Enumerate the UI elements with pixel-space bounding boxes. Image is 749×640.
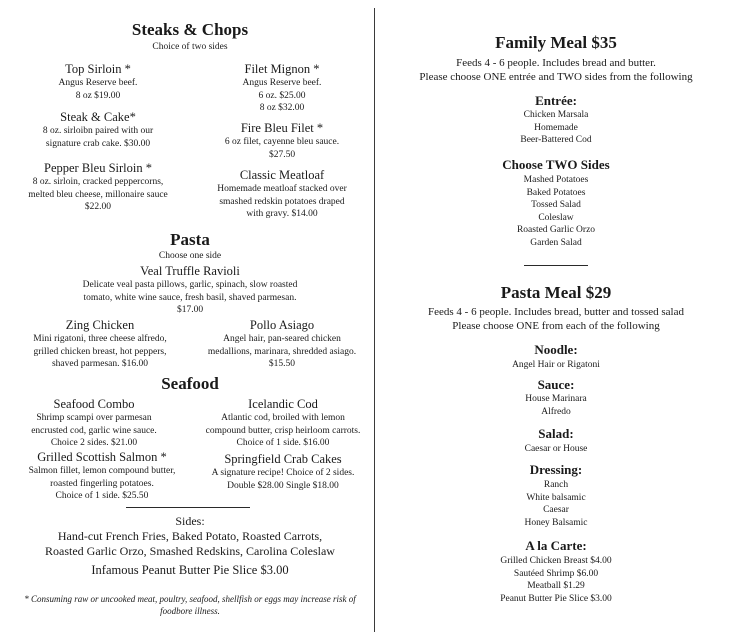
item-desc: 8 oz. sirloibn paired with our [42,126,154,136]
menu-item-steak-cake [43,110,153,150]
family-meal-intro [419,56,692,84]
family-sides-list [517,174,595,249]
item-price: Choice of 1 side. $16.00 [236,438,330,448]
item-desc: compound butter, crisp heirloom carrots. [205,425,361,436]
item-desc: with gravy. $14.00 [246,209,318,219]
sides-line: Roasted Garlic Orzo, Smashed Redskins, Carolina Coleslaw [45,544,335,558]
item-name: Veal Truffle Ravioli [140,264,240,278]
list-item: Alfredo [541,406,571,417]
item-name: Pepper Bleu Sirloin * [44,161,152,175]
item-name: Grilled Scottish Salmon * [37,450,167,464]
list-item: Beer-Battered Cod [520,135,592,145]
list-item: White balsamic [526,492,586,503]
noodle-list [512,359,600,372]
item-name: Zing Chicken [65,318,135,332]
list-item: Peanut Butter Pie Slice $3.00 [500,593,612,604]
list-item: Honey Balsamic [524,517,588,528]
list-item: Garden Salad [530,237,582,248]
item-price: 6 oz. $25.00 [258,90,306,101]
item-desc: 8 oz. sirloin, cracked peppercorns, [32,177,164,187]
family-meal-heading: Family Meal $35 [495,33,617,52]
list-item: Coleslaw [538,212,574,223]
disclaimer-line: * Consuming raw or uncooked meat, poultry, seafood, shellfish or eggs may increase risk of [24,594,356,604]
steaks-heading: Steaks & Chops [131,20,249,39]
item-desc: A signature recipe! Choice of 2 sides. [211,468,355,478]
item-price: $22.00 [84,202,112,212]
menu-item-zing-chicken [33,318,166,371]
item-desc: signature crab cake. $30.00 [45,138,151,149]
intro-line: Feeds 4 - 6 people. Includes bread and butter. [456,57,656,69]
entree-heading: Entrée: [535,93,577,108]
item-name: Fire Bleu Filet * [240,121,324,135]
list-item: Angel Hair or Rigatoni [512,360,600,370]
item-price: $17.00 [176,305,204,315]
item-desc: tomato, white wine sauce, fresh basil, shaved parmesan. [83,292,297,303]
list-item: Baked Potatoes [526,187,586,198]
list-item: Roasted Garlic Orzo [516,225,596,235]
intro-line: Please choose ONE entrée and TWO sides from the following [419,71,693,83]
item-desc: Angel hair, pan-seared chicken [223,334,341,344]
menu-item-pepper-bleu-sirloin [28,161,168,214]
menu-item-filet-mignon [243,62,322,115]
peanut-butter-pie: Infamous Peanut Butter Pie Slice $3.00 [91,563,289,577]
item-desc: Salmon fillet, lemon compound butter, [28,466,176,476]
menu-item-fire-bleu-filet [225,121,339,161]
column-divider [374,8,375,632]
sides-block [45,514,335,559]
item-price: $15.50 [268,359,296,369]
item-price: 8 oz $19.00 [75,90,121,101]
item-desc: Shrimp scampi over parmesan [36,413,152,423]
steaks-subtitle: Choice of two sides [152,42,228,52]
menu-item-springfield-crab-cakes [212,452,355,492]
list-item: House Marinara [525,394,587,404]
pasta-meal-intro [428,305,684,333]
item-name: Top Sirloin * [65,62,131,76]
list-item: Tossed Salad [531,200,581,210]
item-desc: Homemade meatloaf stacked over [217,184,347,194]
item-desc: Delicate veal pasta pillows, garlic, spinach, slow roasted [82,280,298,290]
dressing-heading: Dressing: [529,462,583,477]
list-item: Sautéed Shrimp $6.00 [513,568,599,579]
item-name: Pollo Asiago [249,318,315,332]
list-item: Chicken Marsala [523,110,589,120]
item-desc: shaved parmesan. $16.00 [51,359,149,369]
pasta-subtitle: Choose one side [158,251,222,261]
item-name: Icelandic Cod [248,397,318,411]
list-item: Mashed Potatoes [523,175,589,185]
item-desc: Atlantic cod, broiled with lemon [221,413,345,423]
choose-two-sides-heading: Choose TWO Sides [502,157,610,172]
section-divider [126,507,250,508]
list-item: Homemade [534,122,578,133]
noodle-heading: Noodle: [534,342,578,357]
item-name: Steak & Cake* [60,110,136,124]
intro-line: Please choose ONE from each of the following [452,320,660,332]
section-divider [524,265,588,266]
intro-line: Feeds 4 - 6 people. Includes bread, butter and tossed salad [428,306,684,318]
salad-list [525,443,588,456]
list-item: Ranch [543,480,569,490]
item-desc: grilled chicken breast, hot peppers, [33,346,167,357]
disclaimer-line: foodbore illness. [160,606,220,616]
entree-list [520,109,591,147]
list-item: Caesar [543,505,569,515]
item-desc: melted bleu cheese, millonaire sauce [28,189,168,200]
item-price: Choice 2 sides. $21.00 [50,438,138,448]
item-name: Springfield Crab Cakes [224,452,342,466]
list-item: Grilled Chicken Breast $4.00 [500,556,612,566]
menu-item-grilled-scottish-salmon [29,450,176,503]
item-desc: encrusted cod, garlic wine sauce. [31,425,157,436]
item-desc: Angus Reserve beef. [242,78,322,88]
seafood-heading: Seafood [161,374,219,393]
sauce-list [525,393,586,418]
item-name: Seafood Combo [53,397,135,411]
item-desc: smashed redskin potatoes draped [219,196,345,207]
dressing-list [524,479,587,529]
menu-item-icelandic-cod [206,397,361,450]
item-desc: 6 oz filet, cayenne bleu sauce. [224,137,340,147]
item-name: Filet Mignon * [244,62,320,76]
a-la-carte-list [500,555,612,605]
list-item: Meatball $1.29 [527,581,585,591]
item-desc: Mini rigatoni, three cheese alfredo, [33,334,167,344]
menu-item-pollo-asiago [208,318,356,371]
salad-heading: Salad: [538,426,574,441]
item-name: Classic Meatloaf [239,168,325,182]
menu-item-classic-meatloaf [217,168,347,221]
sauce-heading: Sauce: [537,377,575,392]
sides-line: Hand-cut French Fries, Baked Potato, Roasted Carrots, [57,529,323,543]
pasta-meal-heading: Pasta Meal $29 [500,283,612,302]
sides-heading: Sides: [175,514,205,528]
list-item: Caesar or House [524,444,588,454]
pasta-heading: Pasta [170,230,210,249]
item-desc: roasted fingerling potatoes. [50,478,154,489]
disclaimer [24,593,355,617]
item-price: Choice of 1 side. $25.50 [55,491,149,501]
a-la-carte-heading: A la Carte: [525,538,587,553]
item-price: 8 oz $32.00 [259,103,305,113]
item-desc: Angus Reserve beef. [58,78,138,88]
item-price: $27.50 [268,149,296,160]
menu-item-seafood-combo [31,397,157,450]
menu-item-veal-truffle-ravioli [83,264,298,317]
item-desc: medallions, marinara, shredded asiago. [207,346,357,357]
item-price: Double $28.00 Single $18.00 [227,480,339,491]
menu-item-top-sirloin [59,62,138,102]
